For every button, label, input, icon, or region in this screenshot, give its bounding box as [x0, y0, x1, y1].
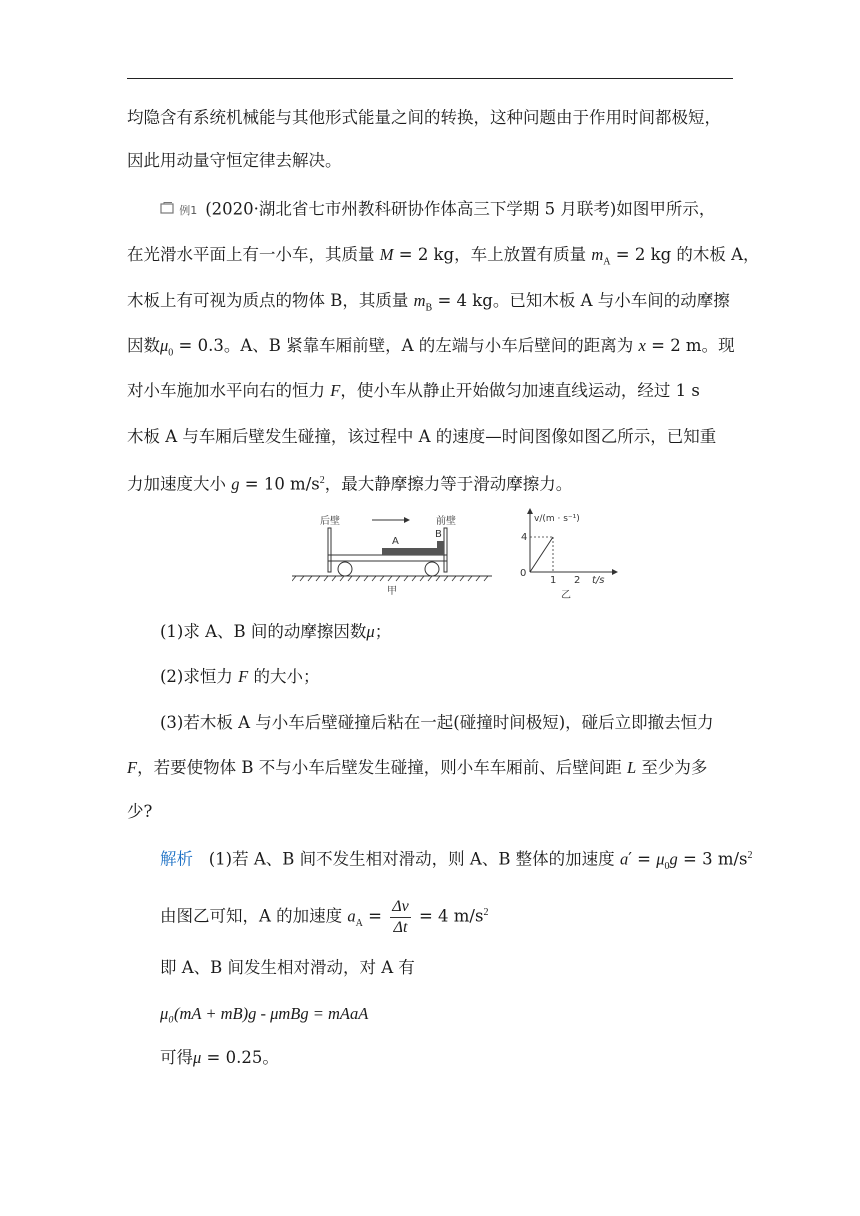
- solution-equation: μ₀(mA + mB)g - μmBg = mAaA: [160, 1004, 369, 1023]
- intro-line-1: 均隐含有系统机械能与其他形式能量之间的转换，这种问题由于作用时间都极短，: [127, 108, 721, 127]
- question-3-line-1: (3)若木板 A 与小车后壁碰撞后粘在一起(碰撞时间极短)，碰后立即撤去恒力: [160, 713, 714, 732]
- question-1: (1)求 A、B 间的动摩擦因数μ；: [160, 622, 392, 641]
- rear-wall-label: 后壁: [320, 516, 340, 527]
- solution-label: 解析: [160, 849, 193, 869]
- figure-yi-caption: 乙: [561, 590, 571, 600]
- example-line-4: 因数$\mu_0 = 0.3$。A、B 紧靠车厢前壁，A 的左端与小车后壁间的距离为 x = 2 m。现: [127, 336, 735, 359]
- example-line-6: 木板 A 与车厢后壁发生碰撞，该过程中 A 的速度—时间图像如图乙所示，已知重: [127, 427, 717, 446]
- front-wall: [444, 528, 447, 572]
- v-axis-label: v/(m · s⁻¹): [534, 514, 580, 524]
- example-line-5: 对小车施加水平向右的恒力 F，使小车从静止开始做匀加速直线运动，经过 1 s: [127, 381, 700, 400]
- t-axis-label: t/s: [592, 575, 605, 586]
- block-b-label: B: [435, 529, 442, 540]
- example-line-2: 在光滑水平面上有一小车，其质量 M = 2 kg，车上放置有质量 $m_A = 2$ kg 的木板 A，: [127, 245, 760, 268]
- example-line-1: [160, 199, 715, 221]
- header-rule: [127, 78, 733, 79]
- example-line-3: 木板上有可视为质点的物体 B，其质量 $m_B = 4$ kg。已知木板 A 与小车间的动摩擦: [127, 291, 730, 314]
- figure-yi: [520, 508, 618, 600]
- intro-line-2: 因此用动量守恒定律去解决。: [127, 151, 342, 170]
- t-tick-2: 2: [574, 575, 581, 586]
- solution-line-5: 可得μ = 0.25。: [160, 1048, 279, 1067]
- board-a: [382, 548, 444, 555]
- example-line-7: 力加速度大小 g = 10 $m/s^2$，最大静摩擦力等于滑动摩擦力。: [127, 474, 573, 494]
- origin-label: 0: [520, 568, 527, 579]
- question-3-line-3: 少?: [127, 802, 153, 821]
- v-tick-4: 4: [521, 532, 528, 543]
- solution-line-1: 解析 (1)若 A、B 间不发生相对滑动，则 A、B 整体的加速度 $a' = \mu_0g = 3$ $m/s^2$: [160, 849, 753, 872]
- wheel-right: [425, 562, 439, 576]
- v-axis-arrow: [527, 508, 533, 514]
- velocity-line: [530, 537, 553, 572]
- cart-bed: [328, 555, 447, 561]
- t-axis-arrow: [612, 569, 618, 575]
- acceleration-fraction: $\frac{\Delta v}{\Delta t}$: [392, 897, 409, 936]
- example-tag: 例1: [179, 204, 198, 217]
- question-2: (2)求恒力 F 的大小；: [160, 667, 320, 686]
- t-tick-1: 1: [550, 575, 557, 586]
- front-wall-label: 前壁: [436, 516, 456, 527]
- board-a-label: A: [392, 536, 399, 547]
- figure-jia-caption: 甲: [387, 586, 397, 597]
- ground-hatch: [292, 576, 488, 581]
- example-book-icon: [160, 202, 174, 214]
- example-icon: [160, 199, 197, 221]
- solution-line-2: 由图乙可知，A 的加速度 $a_A$ = $\frac{\Delta v}{\Delta t}$ = 4 $m/s^2$: [160, 897, 489, 936]
- example-source: (2020·湖北省七市州教科研协作体高三下学期 5 月联考)如图甲所示，: [205, 199, 716, 219]
- force-arrowhead: [404, 517, 410, 523]
- problem-figure: [292, 508, 622, 600]
- solution-line-3: 即 A、B 间发生相对滑动，对 A 有: [160, 958, 415, 977]
- wheel-left: [338, 562, 352, 576]
- figure-jia: [292, 514, 492, 597]
- block-b: [437, 541, 444, 548]
- question-3-line-2: F，若要使物体 B 不与小车后壁发生碰撞，则小车车厢前、后壁间距 L 至少为多: [127, 758, 708, 777]
- rear-wall: [328, 528, 331, 572]
